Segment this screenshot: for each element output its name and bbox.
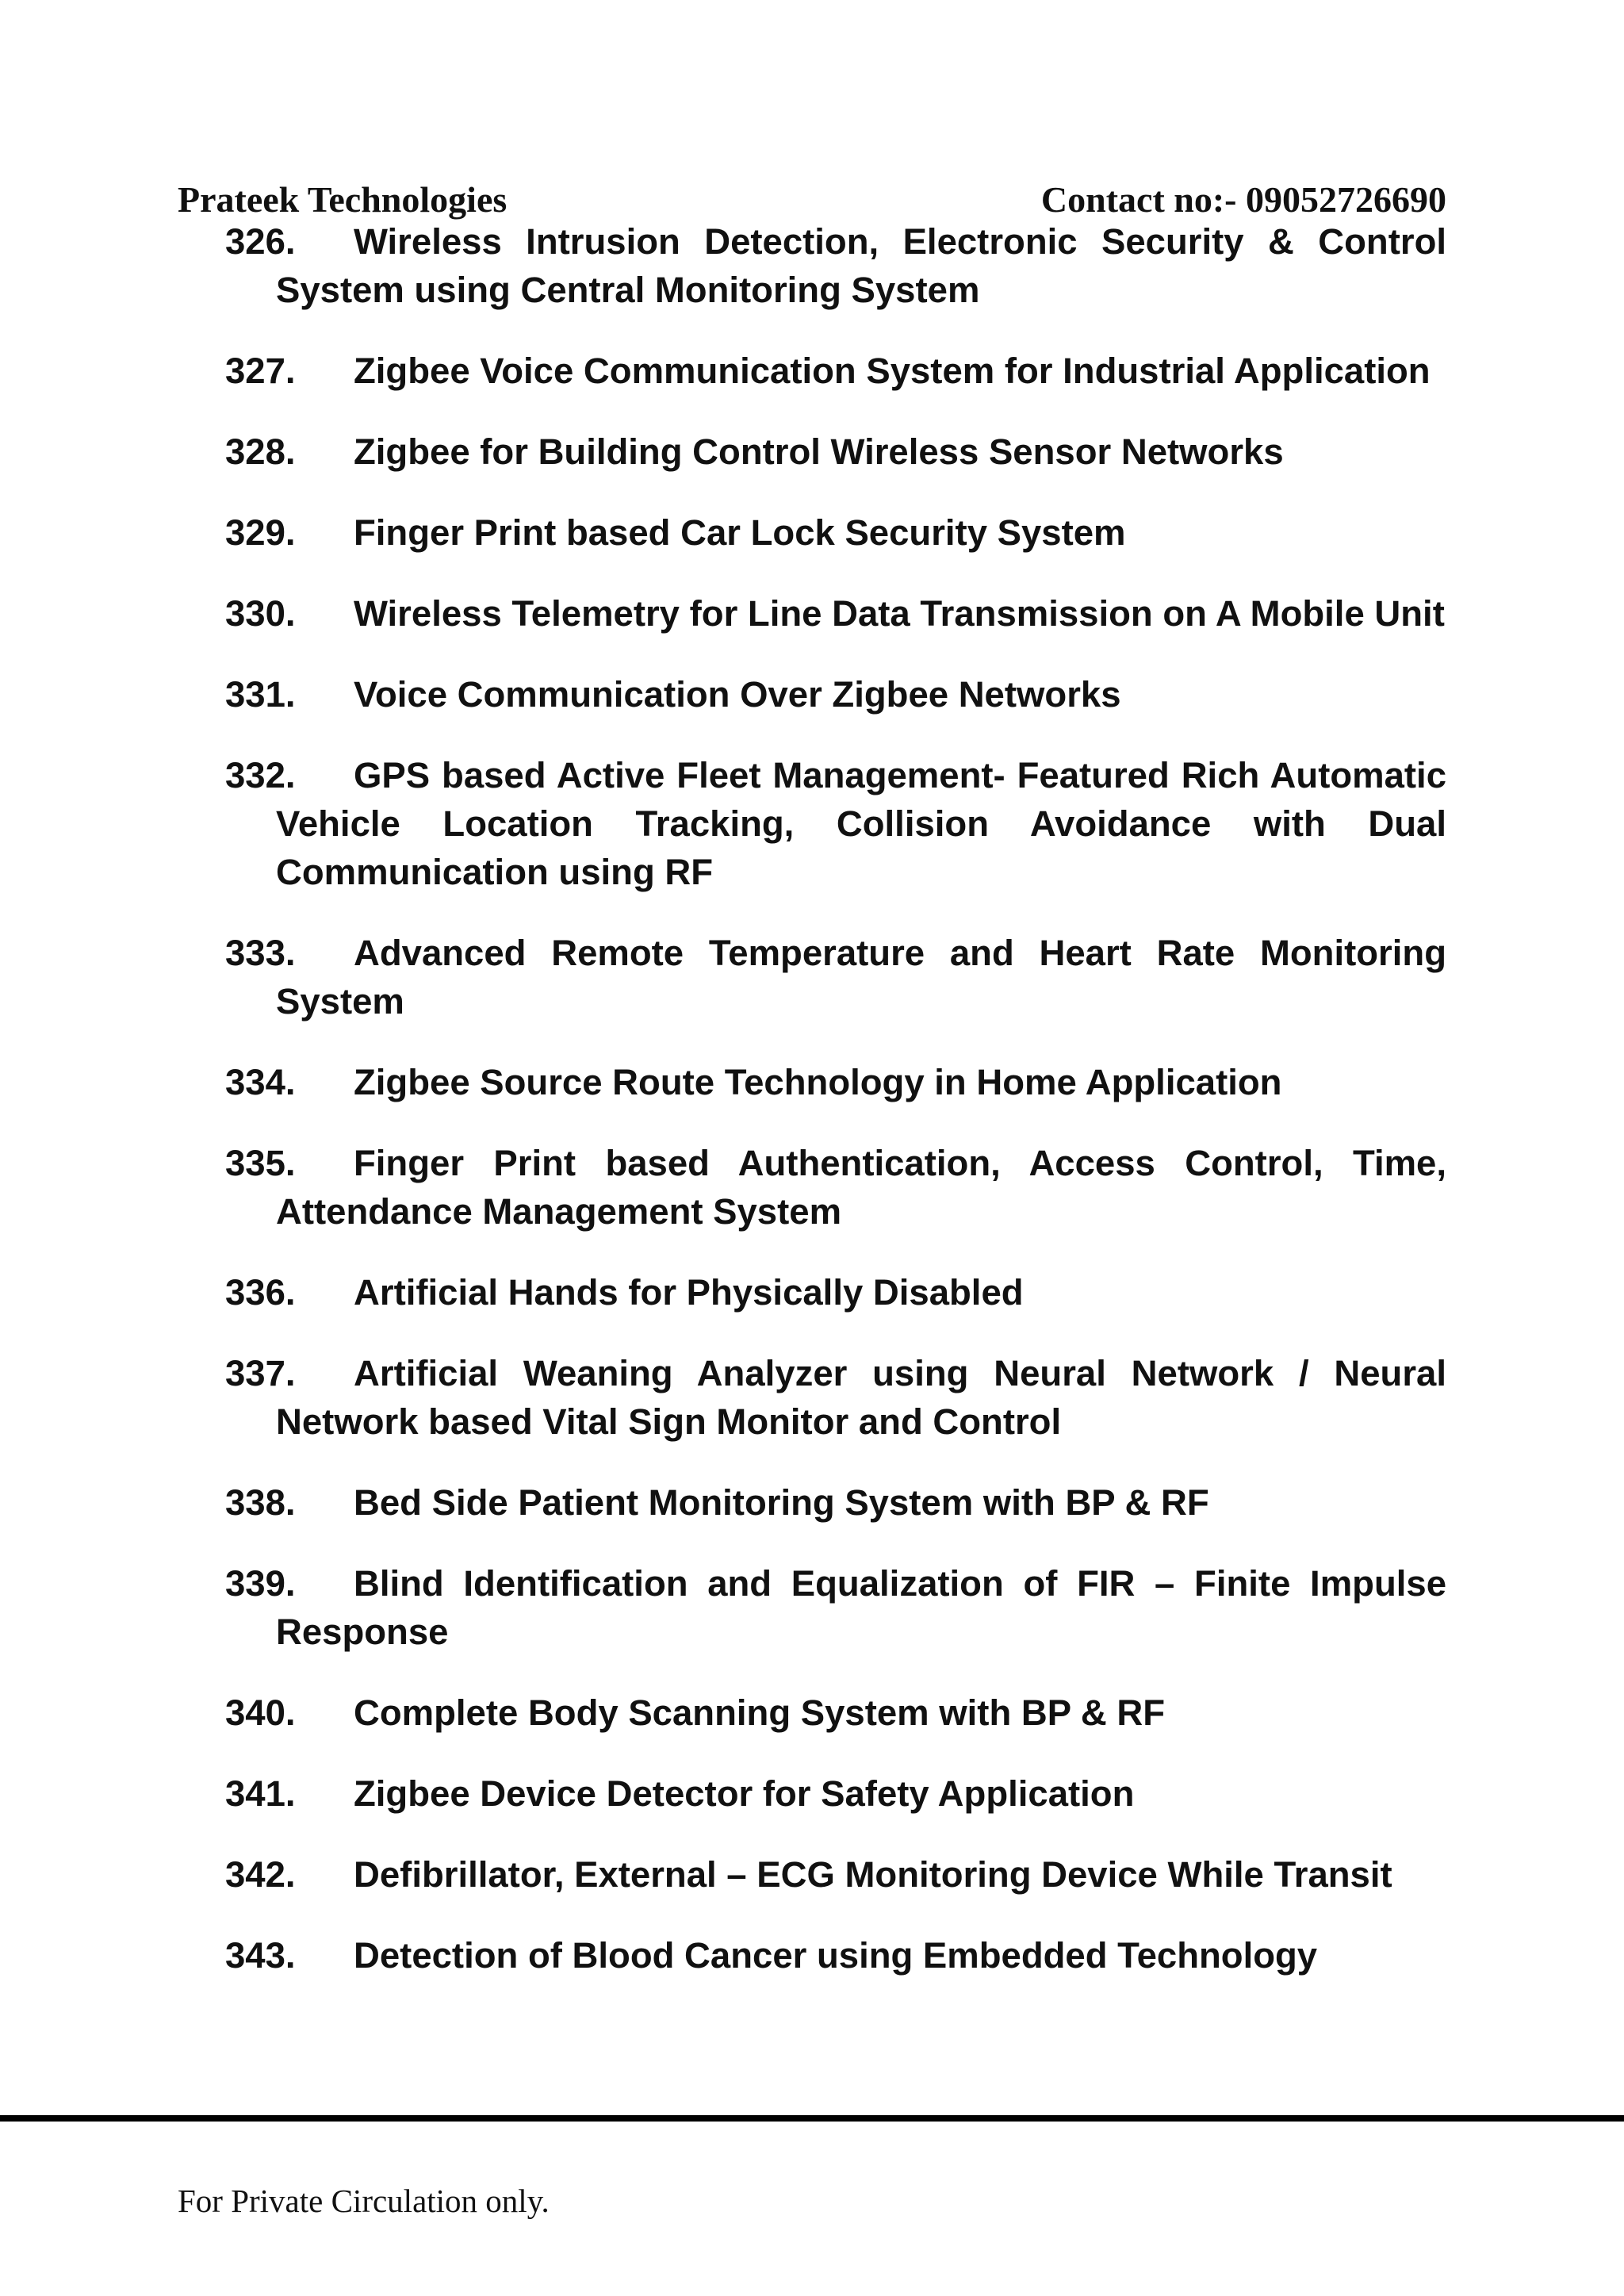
item-number: 329.	[225, 512, 296, 553]
item-number: 328.	[225, 431, 296, 472]
item-title: Artificial Hands for Physically Disabled	[354, 1272, 1024, 1313]
item-number: 343.	[225, 1935, 296, 1976]
item-title: Voice Communication Over Zigbee Networks	[354, 674, 1121, 715]
item-number: 326.	[225, 221, 296, 262]
list-item	[225, 347, 1446, 395]
item-number: 333.	[225, 933, 296, 973]
list-item	[225, 929, 1446, 1025]
item-number: 334.	[225, 1062, 296, 1102]
item-number: 335.	[225, 1143, 296, 1183]
list-item	[225, 508, 1446, 557]
list-item	[225, 670, 1446, 719]
list-item	[225, 1850, 1446, 1899]
item-title: Wireless Telemetry for Line Data Transmission on A Mobile Unit	[354, 593, 1445, 634]
item-title: Finger Print based Authentication, Access Control, Time, Attendance Management System	[276, 1143, 1446, 1232]
list-item	[225, 1688, 1446, 1737]
item-number: 338.	[225, 1482, 296, 1523]
list-item	[225, 1478, 1446, 1527]
item-number: 337.	[225, 1353, 296, 1393]
item-title: Zigbee Device Detector for Safety Application	[354, 1773, 1135, 1814]
item-number: 342.	[225, 1854, 296, 1895]
footer-note: For Private Circulation only.	[178, 2183, 550, 2219]
item-number: 331.	[225, 674, 296, 715]
item-number: 336.	[225, 1272, 296, 1313]
list-item	[225, 217, 1446, 314]
item-title: Wireless Intrusion Detection, Electronic Security & Control System using Central Monitoring System	[276, 221, 1446, 310]
list-item	[225, 1769, 1446, 1818]
item-title: GPS based Active Fleet Management- Featured Rich Automatic Vehicle Location Tracking, Collision Avoidance with Dual Communication using RF	[276, 755, 1446, 892]
item-number: 332.	[225, 755, 296, 795]
footer-divider	[0, 2115, 1624, 2122]
list-item	[225, 589, 1446, 638]
list-item	[225, 1931, 1446, 1980]
list-item	[225, 1559, 1446, 1656]
item-title: Defibrillator, External – ECG Monitoring Device While Transit	[354, 1854, 1392, 1895]
contact-number: Contact no:- 09052726690	[1040, 179, 1446, 220]
list-item	[225, 427, 1446, 476]
list-item	[225, 1139, 1446, 1236]
list-item	[225, 1349, 1446, 1446]
item-number: 327.	[225, 351, 296, 391]
page-header	[178, 178, 1446, 222]
list-item	[225, 1058, 1446, 1106]
item-title: Zigbee for Building Control Wireless Sensor Networks	[354, 431, 1284, 472]
item-number: 340.	[225, 1692, 296, 1733]
list-item	[225, 1268, 1446, 1317]
item-title: Blind Identification and Equalization of FIR – Finite Impulse Response	[276, 1563, 1446, 1652]
project-list	[225, 217, 1446, 2113]
item-number: 341.	[225, 1773, 296, 1814]
item-title: Complete Body Scanning System with BP & RF	[354, 1692, 1166, 1733]
item-number: 330.	[225, 593, 296, 634]
list-item	[225, 751, 1446, 896]
item-title: Bed Side Patient Monitoring System with BP & RF	[354, 1482, 1209, 1523]
item-number: 339.	[225, 1563, 296, 1604]
item-title: Detection of Blood Cancer using Embedded Technology	[354, 1935, 1318, 1976]
item-title: Artificial Weaning Analyzer using Neural Network / Neural Network based Vital Sign Monitor and Control	[276, 1353, 1446, 1442]
item-title: Zigbee Voice Communication System for Industrial Application	[354, 351, 1431, 391]
item-title: Finger Print based Car Lock Security System	[354, 512, 1126, 553]
item-title: Advanced Remote Temperature and Heart Rate Monitoring System	[276, 933, 1446, 1022]
item-title: Zigbee Source Route Technology in Home Application	[354, 1062, 1282, 1102]
company-name: Prateek Technologies	[178, 179, 508, 220]
